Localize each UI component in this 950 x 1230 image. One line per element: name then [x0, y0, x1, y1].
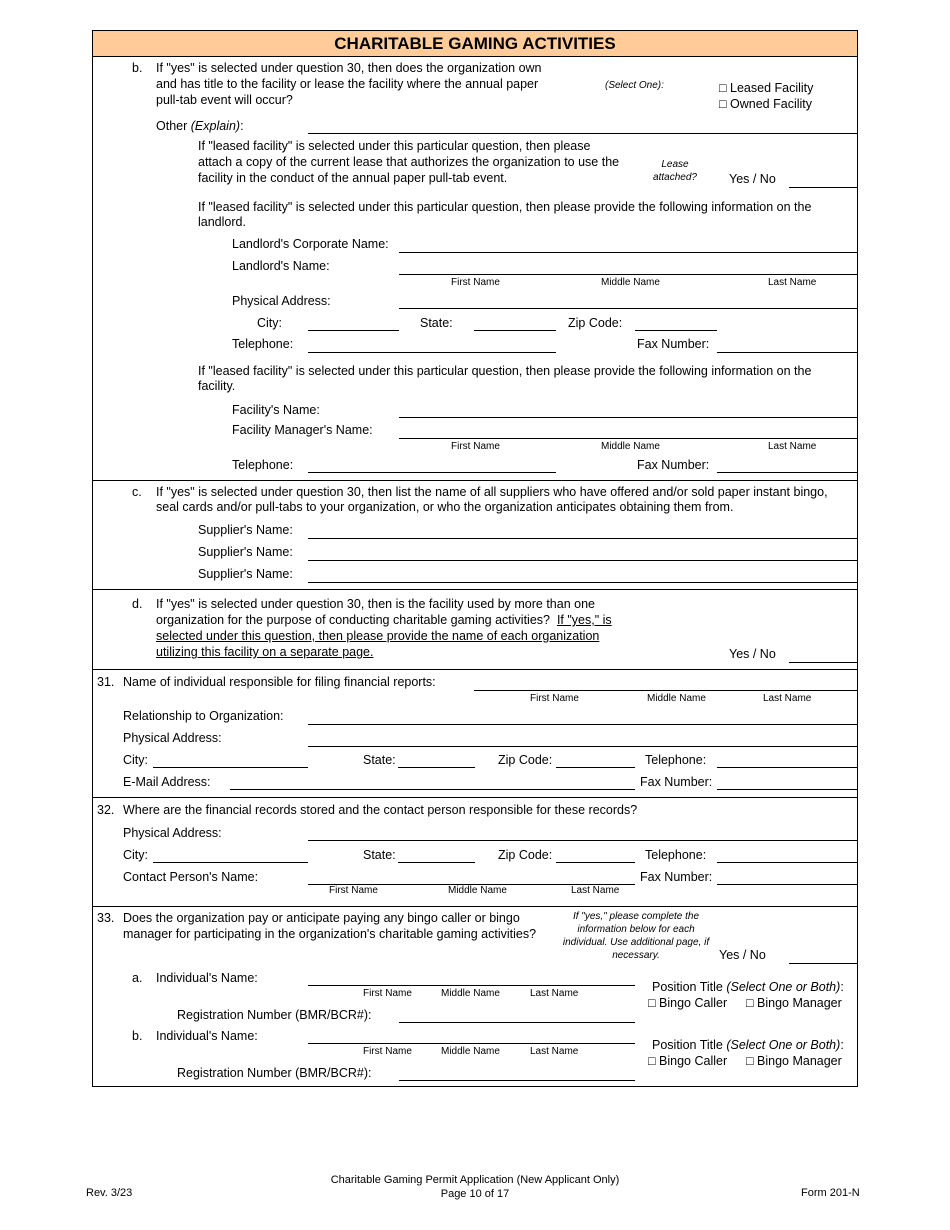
q33-b-registration-label: Registration Number (BMR/BCR#): [177, 1066, 372, 1080]
q33-a-position-select: (Select One or Both) [726, 980, 841, 994]
q33-b-position-select: (Select One or Both) [726, 1038, 841, 1052]
item-c-text-line1: If "yes" is selected under question 30, then list the name of all suppliers who have offered and/or sold paper instant bingo, [156, 485, 828, 499]
q31-telephone-field[interactable] [717, 767, 858, 768]
q33-b-name-label: Individual's Name: [156, 1029, 258, 1043]
lease-text-line3: facility in the conduct of the annual paper pull-tab event. [198, 171, 508, 185]
section-divider [92, 906, 858, 907]
landlord-telephone-label: Telephone: [232, 337, 294, 351]
q32-city-label: City: [123, 848, 148, 862]
q31-state-field[interactable] [398, 767, 475, 768]
item-b-question-line3: pull-tab event will occur? [156, 93, 293, 107]
facility-name-label: Facility's Name: [232, 403, 320, 417]
landlord-last-name-caption: Last Name [768, 277, 817, 288]
q32-middle-name-caption: Middle Name [448, 885, 507, 896]
q33-a-registration-label: Registration Number (BMR/BCR#): [177, 1008, 372, 1022]
q32-zip-field[interactable] [556, 862, 635, 863]
footer-revision: Rev. 3/23 [86, 1187, 133, 1199]
landlord-city-field[interactable] [308, 330, 399, 331]
q33-b-middle-name-caption: Middle Name [441, 1046, 500, 1057]
q33-note-line4: necessary. [612, 950, 660, 961]
section-divider [92, 669, 858, 670]
facility-manager-label: Facility Manager's Name: [232, 423, 373, 437]
q31-zip-label: Zip Code: [498, 753, 553, 767]
q33-a-bingo-caller-checkbox[interactable]: □ Bingo Caller [648, 996, 728, 1010]
q31-email-label: E-Mail Address: [123, 775, 211, 789]
supplier-1-label: Supplier's Name: [198, 523, 293, 537]
q33-b-bingo-manager-checkbox[interactable]: □ Bingo Manager [746, 1054, 842, 1068]
q31-number: 31. [97, 675, 115, 689]
q33-note-line2: information below for each [577, 924, 695, 935]
q32-address-label: Physical Address: [123, 826, 222, 840]
q33-b-position-title: Position Title [652, 1038, 723, 1052]
q33-b-position-label [652, 1038, 844, 1052]
leased-facility-checkbox[interactable]: □ Leased Facility [719, 81, 814, 95]
q33-b-name-field[interactable] [308, 1043, 635, 1044]
landlord-intro-line2: landlord. [198, 215, 246, 229]
item-b-question-line1: If "yes" is selected under question 30, then does the organization own [156, 61, 542, 75]
q32-contact-label: Contact Person's Name: [123, 870, 259, 884]
facility-telephone-label: Telephone: [232, 458, 294, 472]
q33-note [557, 910, 715, 962]
lease-yes-no-label: Yes / No [729, 172, 776, 186]
select-one-label: (Select One): [605, 80, 664, 91]
q31-address-label: Physical Address: [123, 731, 222, 745]
q32-state-label: State: [363, 848, 396, 862]
item-c-text-line2: seal cards and/or pull-tabs to your organization, or who the organization anticipates obtaining them from. [156, 500, 734, 514]
section-divider [92, 589, 858, 590]
owned-facility-checkbox[interactable]: □ Owned Facility [719, 97, 812, 111]
landlord-state-label: State: [420, 316, 453, 330]
q32-first-name-caption: First Name [329, 885, 378, 896]
footer-form-number: Form 201-N [801, 1187, 860, 1199]
facility-intro-line1: If "leased facility" is selected under this particular question, then please provide the following information on the [198, 364, 812, 378]
landlord-name-label: Landlord's Name: [232, 259, 330, 273]
q33-b-bingo-caller-checkbox[interactable]: □ Bingo Caller [648, 1054, 728, 1068]
item-d-text-line4: utilizing this facility on a separate page. [156, 645, 374, 659]
q31-last-name-caption: Last Name [763, 693, 812, 704]
landlord-city-label: City: [257, 316, 282, 330]
item-b-letter: b. [132, 61, 143, 75]
q31-relationship-field[interactable] [308, 724, 858, 725]
q31-first-name-caption: First Name [530, 693, 579, 704]
item-b-question-line2: and has title to the facility or lease the facility where the annual paper [156, 77, 539, 91]
landlord-intro-line1: If "leased facility" is selected under this particular question, then please provide the following information on the [198, 200, 812, 214]
item-d-text-line2 [156, 613, 612, 627]
facility-telephone-field[interactable] [308, 472, 556, 473]
item-d-letter: d. [132, 597, 143, 611]
q31-text: Name of individual responsible for filing financial reports: [123, 675, 436, 689]
footer-center [275, 1173, 675, 1201]
q31-email-field[interactable] [230, 789, 635, 790]
landlord-state-field[interactable] [474, 330, 556, 331]
q32-city-field[interactable] [153, 862, 308, 863]
section-divider [92, 480, 858, 481]
facility-manager-field[interactable] [399, 438, 858, 439]
q31-zip-field[interactable] [556, 767, 635, 768]
facility-name-field[interactable] [399, 417, 858, 418]
manager-first-name-caption: First Name [451, 441, 500, 452]
q33-a-registration-field[interactable] [399, 1022, 635, 1023]
q33-note-line1: If "yes," please complete the [572, 911, 700, 922]
q32-telephone-field[interactable] [717, 862, 858, 863]
other-colon: : [240, 119, 244, 133]
explain-label: (Explain) [190, 119, 241, 133]
q32-text: Where are the financial records stored and the contact person responsible for these records? [123, 803, 638, 817]
item-d-text-line3: selected under this question, then please provide the name of each organization [156, 629, 600, 643]
landlord-middle-name-caption: Middle Name [601, 277, 660, 288]
lease-attached-line1: Lease [661, 159, 689, 170]
landlord-address-label: Physical Address: [232, 294, 331, 308]
section-divider [92, 797, 858, 798]
q32-fax-label: Fax Number: [640, 870, 713, 884]
q33-a-position-label [652, 980, 844, 994]
item-d-text-line2a: organization for the purpose of conducting charitable gaming activities? [156, 613, 550, 627]
q32-telephone-label: Telephone: [645, 848, 707, 862]
q32-zip-label: Zip Code: [498, 848, 553, 862]
landlord-corp-label: Landlord's Corporate Name: [232, 237, 389, 251]
item-d-yes-no-label: Yes / No [729, 647, 776, 661]
q31-relationship-label: Relationship to Organization: [123, 709, 284, 723]
q33-text-line1: Does the organization pay or anticipate paying any bingo caller or bingo [123, 911, 520, 925]
landlord-first-name-caption: First Name [451, 277, 500, 288]
q32-address-field[interactable] [308, 840, 858, 841]
lease-text-line2: attach a copy of the current lease that authorizes the organization to use the [198, 155, 620, 169]
q33-text-line2: manager for participating in the organization's charitable gaming activities? [123, 927, 537, 941]
q31-fax-field[interactable] [717, 789, 858, 790]
facility-fax-label: Fax Number: [637, 458, 710, 472]
q33-a-position-title: Position Title [652, 980, 723, 994]
q33-a-middle-name-caption: Middle Name [441, 988, 500, 999]
q31-state-label: State: [363, 753, 396, 767]
section-title: CHARITABLE GAMING ACTIVITIES [92, 30, 858, 57]
landlord-zip-field[interactable] [635, 330, 717, 331]
q31-fax-label: Fax Number: [640, 775, 713, 789]
q32-last-name-caption: Last Name [571, 885, 620, 896]
q32-fax-field[interactable] [717, 884, 858, 885]
item-c-letter: c. [132, 485, 142, 499]
q31-name-field[interactable] [474, 690, 858, 691]
q33-a-letter: a. [132, 971, 143, 985]
landlord-telephone-field[interactable] [308, 352, 556, 353]
q31-city-field[interactable] [153, 767, 308, 768]
q33-a-position-colon: : [840, 980, 844, 994]
q33-b-letter: b. [132, 1029, 143, 1043]
q32-number: 32. [97, 803, 115, 817]
other-explain-label [156, 119, 244, 133]
landlord-address-field[interactable] [399, 308, 858, 309]
manager-middle-name-caption: Middle Name [601, 441, 660, 452]
q33-b-registration-field[interactable] [399, 1080, 635, 1081]
item-d-yes-no-field[interactable] [789, 662, 858, 663]
q31-city-label: City: [123, 753, 148, 767]
q33-a-name-label: Individual's Name: [156, 971, 258, 985]
lease-attached-line2: attached? [653, 172, 697, 183]
lease-text-line1: If "leased facility" is selected under this particular question, then please [198, 139, 591, 153]
q33-b-last-name-caption: Last Name [530, 1046, 579, 1057]
q33-a-first-name-caption: First Name [363, 988, 412, 999]
q33-yes-no-field[interactable] [789, 963, 858, 964]
other-explain-field[interactable] [308, 133, 858, 134]
other-label: Other [156, 119, 188, 133]
q33-yes-no-label: Yes / No [719, 948, 766, 962]
q31-telephone-label: Telephone: [645, 753, 707, 767]
manager-last-name-caption: Last Name [768, 441, 817, 452]
supplier-3-label: Supplier's Name: [198, 567, 293, 581]
footer-title: Charitable Gaming Permit Application (New Applicant Only) [330, 1174, 620, 1186]
q33-b-position-colon: : [840, 1038, 844, 1052]
q33-note-line3: individual. Use additional page, if [562, 937, 710, 948]
lease-yes-no-field[interactable] [789, 187, 858, 188]
landlord-fax-label: Fax Number: [637, 337, 710, 351]
supplier-1-field[interactable] [308, 538, 858, 539]
landlord-zip-label: Zip Code: [568, 316, 623, 330]
supplier-2-field[interactable] [308, 560, 858, 561]
q33-number: 33. [97, 911, 115, 925]
facility-intro-line2: facility. [198, 379, 236, 393]
item-d-text-line2b: If "yes," is [556, 613, 612, 627]
facility-fax-field[interactable] [717, 472, 858, 473]
q32-state-field[interactable] [398, 862, 475, 863]
q33-a-name-field[interactable] [308, 985, 635, 986]
q33-a-last-name-caption: Last Name [530, 988, 579, 999]
q31-middle-name-caption: Middle Name [647, 693, 706, 704]
landlord-fax-field[interactable] [717, 352, 858, 353]
landlord-corp-field[interactable] [399, 252, 858, 253]
landlord-name-field[interactable] [399, 274, 858, 275]
item-d-text-line1: If "yes" is selected under question 30, then is the facility used by more than one [156, 597, 595, 611]
q31-address-field[interactable] [308, 746, 858, 747]
lease-attached-label [645, 158, 705, 184]
q33-b-first-name-caption: First Name [363, 1046, 412, 1057]
footer-page-number: Page 10 of 17 [440, 1188, 510, 1200]
q33-a-bingo-manager-checkbox[interactable]: □ Bingo Manager [746, 996, 842, 1010]
supplier-2-label: Supplier's Name: [198, 545, 293, 559]
supplier-3-field[interactable] [308, 582, 858, 583]
